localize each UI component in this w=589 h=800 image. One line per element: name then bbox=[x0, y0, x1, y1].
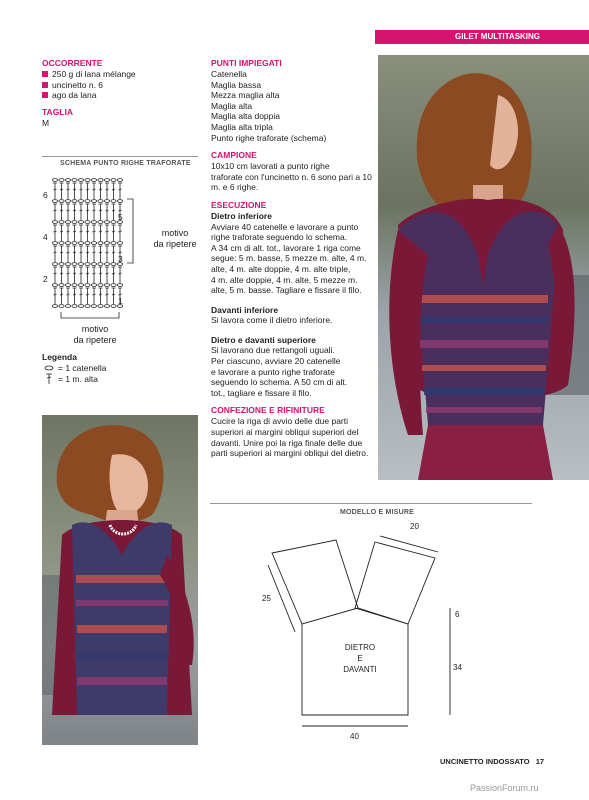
row-num: 3 bbox=[118, 254, 123, 264]
chain-stitch bbox=[85, 179, 90, 182]
double-crochet-stitch bbox=[79, 225, 83, 241]
instr-line: segue: 5 m. basse, 5 mezze m. alte, 4 m. bbox=[211, 253, 367, 264]
row-num: 6 bbox=[43, 190, 48, 200]
double-crochet-stitch bbox=[73, 204, 77, 220]
double-crochet-stitch bbox=[79, 183, 83, 199]
double-crochet-stitch bbox=[73, 267, 77, 283]
chain-stitch bbox=[104, 305, 109, 308]
chain-stitch bbox=[98, 221, 103, 224]
legend-title: Legenda bbox=[42, 352, 77, 362]
chain-stitch bbox=[91, 263, 96, 266]
chain-stitch bbox=[65, 263, 70, 266]
double-crochet-stitch bbox=[118, 183, 122, 199]
double-crochet-stitch bbox=[86, 204, 90, 220]
instr-line: davanti. Unire poi la riga finale delle due bbox=[211, 437, 363, 448]
double-crochet-stitch bbox=[99, 246, 103, 262]
photo-front-view bbox=[42, 415, 198, 745]
section-tab: GILET MULTITASKING bbox=[375, 30, 589, 44]
double-crochet-stitch bbox=[86, 225, 90, 241]
page-number: 17 bbox=[535, 757, 545, 766]
gauge-line: m. e 6 righe. bbox=[211, 182, 259, 193]
instr-line: superiori ai margini obliqui superiori del bbox=[211, 427, 359, 438]
chain-stitch bbox=[72, 242, 77, 245]
instr-line: parti superiori ai margini obliqui del dietro. bbox=[211, 448, 369, 459]
chain-stitch bbox=[98, 305, 103, 308]
chain-stitch bbox=[65, 305, 70, 308]
double-crochet-icon bbox=[42, 373, 56, 385]
chain-stitch bbox=[78, 179, 83, 182]
chain-stitch bbox=[59, 221, 64, 224]
instr-line: Si lavora come il dietro inferiore. bbox=[211, 315, 333, 326]
row-num: 2 bbox=[43, 274, 48, 284]
schema-title: SCHEMA PUNTO RIGHE TRAFORATE bbox=[60, 160, 191, 167]
row-num: 4 bbox=[43, 232, 48, 242]
double-crochet-stitch bbox=[73, 288, 77, 304]
dim-bottom: 40 bbox=[350, 732, 359, 741]
chain-stitch bbox=[65, 221, 70, 224]
chain-stitch bbox=[85, 221, 90, 224]
footer bbox=[440, 757, 544, 766]
chain-stitch bbox=[117, 284, 122, 287]
chain-stitch-icon bbox=[42, 364, 56, 372]
chain-stitch bbox=[78, 200, 83, 203]
chain-stitch bbox=[72, 179, 77, 182]
double-crochet-stitch bbox=[92, 204, 96, 220]
chain-stitch bbox=[91, 221, 96, 224]
materials-item: ago da lana bbox=[42, 90, 202, 101]
double-crochet-stitch bbox=[60, 246, 64, 262]
instr-line: Per ciascuno, avviare 20 catenelle bbox=[211, 356, 341, 367]
chain-stitch bbox=[111, 305, 116, 308]
bullet-square-icon bbox=[42, 92, 48, 98]
schematic-diagram bbox=[250, 520, 490, 745]
gauge-line: traforate con l'uncinetto n. 6 sono pari a 10 bbox=[211, 171, 372, 182]
instr-line: tot., tagliare e fissare il filo. bbox=[211, 387, 312, 398]
execution-title: ESECUZIONE bbox=[211, 199, 267, 210]
double-crochet-stitch bbox=[99, 225, 103, 241]
gauge-line: 10x10 cm lavorati a punto righe bbox=[211, 161, 330, 172]
double-crochet-stitch bbox=[92, 246, 96, 262]
instr-line: Si lavorano due rettangoli uguali. bbox=[211, 345, 335, 356]
instr-line: righe traforate seguendo lo schema. bbox=[211, 232, 348, 243]
double-crochet-stitch bbox=[86, 267, 90, 283]
chain-stitch bbox=[111, 263, 116, 266]
double-crochet-stitch bbox=[112, 288, 116, 304]
chain-stitch bbox=[59, 263, 64, 266]
instr-line: Avviare 40 catenelle e lavorare a punto bbox=[211, 221, 359, 232]
magazine-name: UNCINETTO INDOSSATO bbox=[440, 757, 530, 766]
legend bbox=[42, 352, 192, 385]
bracket-right bbox=[125, 198, 137, 264]
finishing-title: CONFEZIONE E RIFINITURE bbox=[211, 405, 325, 416]
double-crochet-stitch bbox=[105, 183, 109, 199]
chain-stitch bbox=[117, 179, 122, 182]
materials-title: OCCORRENTE bbox=[42, 58, 103, 68]
double-crochet-stitch bbox=[99, 267, 103, 283]
double-crochet-stitch bbox=[118, 225, 122, 241]
chain-stitch bbox=[85, 242, 90, 245]
piece-label: DIETRO E DAVANTI bbox=[343, 643, 377, 674]
instr-line: Cucire la riga di avvio delle due parti bbox=[211, 416, 349, 427]
double-crochet-stitch bbox=[112, 267, 116, 283]
instr-line: 4 m. alte doppie, 4 m. alte, 5 mezze m. bbox=[211, 274, 358, 285]
double-crochet-stitch bbox=[60, 204, 64, 220]
chain-stitch bbox=[104, 221, 109, 224]
chain-stitch bbox=[91, 200, 96, 203]
double-crochet-stitch bbox=[105, 288, 109, 304]
photo-back-view bbox=[378, 55, 589, 480]
chain-stitch bbox=[117, 242, 122, 245]
instructions-column bbox=[211, 58, 376, 459]
chain-stitch bbox=[91, 242, 96, 245]
bullet-square-icon bbox=[42, 82, 48, 88]
stitch-item: Maglia alta doppia bbox=[211, 111, 280, 122]
motivo-bottom: motivo da ripetere bbox=[73, 324, 117, 345]
double-crochet-stitch bbox=[92, 183, 96, 199]
chain-stitch bbox=[91, 305, 96, 308]
double-crochet-stitch bbox=[53, 183, 57, 199]
double-crochet-stitch bbox=[73, 225, 77, 241]
chain-stitch bbox=[111, 221, 116, 224]
double-crochet-stitch bbox=[105, 225, 109, 241]
double-crochet-stitch bbox=[79, 288, 83, 304]
chain-stitch bbox=[91, 179, 96, 182]
double-crochet-stitch bbox=[60, 288, 64, 304]
chain-stitch bbox=[65, 284, 70, 287]
legend-item: = 1 catenella bbox=[42, 363, 192, 374]
dim-small: 6 bbox=[455, 610, 460, 619]
chain-stitch bbox=[78, 221, 83, 224]
stitches-title: PUNTI IMPIEGATI bbox=[211, 58, 282, 68]
stitch-item: Maglia bassa bbox=[211, 79, 262, 90]
measurements-title: MODELLO E MISURE bbox=[340, 509, 414, 516]
double-crochet-stitch bbox=[66, 204, 70, 220]
double-crochet-stitch bbox=[105, 204, 109, 220]
chain-stitch bbox=[111, 179, 116, 182]
chain-stitch bbox=[72, 263, 77, 266]
chain-stitch bbox=[85, 200, 90, 203]
double-crochet-stitch bbox=[112, 204, 116, 220]
double-crochet-stitch bbox=[99, 204, 103, 220]
double-crochet-stitch bbox=[86, 288, 90, 304]
instr-line: A 34 cm di alt. tot., lavorare 1 riga come bbox=[211, 242, 361, 253]
bracket-bottom bbox=[60, 310, 120, 322]
row-num: 5 bbox=[118, 212, 123, 222]
double-crochet-stitch bbox=[92, 288, 96, 304]
chain-stitch bbox=[78, 263, 83, 266]
chain-stitch bbox=[117, 200, 122, 203]
double-crochet-stitch bbox=[79, 267, 83, 283]
double-crochet-stitch bbox=[53, 246, 57, 262]
double-crochet-stitch bbox=[86, 246, 90, 262]
chain-stitch bbox=[72, 200, 77, 203]
stitch-item: Punto righe traforate (schema) bbox=[211, 132, 327, 143]
size-title: TAGLIA bbox=[42, 106, 74, 117]
chain-stitch bbox=[111, 242, 116, 245]
double-crochet-stitch bbox=[112, 225, 116, 241]
back-lower-title: Dietro inferiore bbox=[211, 210, 272, 221]
instr-line: e lavorare a punto righe traforate bbox=[211, 366, 335, 377]
chain-stitch bbox=[65, 200, 70, 203]
double-crochet-stitch bbox=[53, 225, 57, 241]
chain-stitch bbox=[98, 179, 103, 182]
chain-stitch bbox=[104, 200, 109, 203]
motivo-right: motivo da ripetere bbox=[153, 228, 197, 249]
materials-item: 250 g di lana mélange bbox=[42, 69, 202, 80]
double-crochet-stitch bbox=[105, 246, 109, 262]
instr-line: alte, 5 m. basse. Tagliare e fissare il filo. bbox=[211, 285, 362, 296]
double-crochet-stitch bbox=[73, 246, 77, 262]
double-crochet-stitch bbox=[92, 225, 96, 241]
watermark: PassionForum.ru bbox=[470, 783, 539, 793]
chain-stitch bbox=[85, 263, 90, 266]
chain-stitch bbox=[52, 263, 57, 266]
stitch-item: Mezza maglia alta bbox=[211, 90, 280, 101]
double-crochet-stitch bbox=[92, 267, 96, 283]
bullet-square-icon bbox=[42, 71, 48, 77]
chain-stitch bbox=[52, 200, 57, 203]
chain-stitch bbox=[98, 242, 103, 245]
double-crochet-stitch bbox=[99, 288, 103, 304]
double-crochet-stitch bbox=[79, 246, 83, 262]
chain-stitch bbox=[52, 179, 57, 182]
chain-stitch bbox=[104, 284, 109, 287]
double-crochet-stitch bbox=[66, 246, 70, 262]
divider bbox=[42, 156, 198, 157]
chain-stitch bbox=[85, 305, 90, 308]
chain-stitch bbox=[59, 242, 64, 245]
double-crochet-stitch bbox=[53, 288, 57, 304]
chain-stitch bbox=[104, 179, 109, 182]
stitch-item: Maglia alta tripla bbox=[211, 121, 273, 132]
chain-stitch bbox=[52, 221, 57, 224]
chain-stitch bbox=[111, 284, 116, 287]
double-crochet-stitch bbox=[112, 183, 116, 199]
chain-stitch bbox=[65, 242, 70, 245]
divider bbox=[210, 503, 532, 504]
chain-stitch bbox=[91, 284, 96, 287]
double-crochet-stitch bbox=[53, 267, 57, 283]
dim-right: 34 bbox=[453, 663, 462, 672]
chain-stitch bbox=[98, 200, 103, 203]
chain-stitch bbox=[52, 284, 57, 287]
front-lower-title: Davanti inferiore bbox=[211, 304, 279, 315]
chain-stitch bbox=[78, 305, 83, 308]
chain-stitch bbox=[59, 200, 64, 203]
dim-top: 20 bbox=[410, 522, 419, 531]
materials-block bbox=[42, 58, 202, 128]
row-num: 1 bbox=[118, 296, 123, 306]
double-crochet-stitch bbox=[60, 267, 64, 283]
materials-item: uncinetto n. 6 bbox=[42, 80, 202, 91]
gauge-title: CAMPIONE bbox=[211, 150, 257, 161]
chain-stitch bbox=[72, 221, 77, 224]
chain-stitch bbox=[59, 179, 64, 182]
double-crochet-stitch bbox=[66, 225, 70, 241]
size-value: M bbox=[42, 117, 50, 128]
double-crochet-stitch bbox=[53, 204, 57, 220]
double-crochet-stitch bbox=[73, 183, 77, 199]
double-crochet-stitch bbox=[79, 204, 83, 220]
chain-stitch bbox=[98, 284, 103, 287]
chain-stitch bbox=[52, 305, 57, 308]
chain-stitch bbox=[59, 305, 64, 308]
stitch-item: Maglia alta bbox=[211, 100, 253, 111]
double-crochet-stitch bbox=[60, 183, 64, 199]
double-crochet-stitch bbox=[99, 183, 103, 199]
chain-stitch bbox=[59, 284, 64, 287]
chain-stitch bbox=[52, 242, 57, 245]
double-crochet-stitch bbox=[66, 267, 70, 283]
legend-item: = 1 m. alta bbox=[42, 373, 192, 385]
instr-line: alte, 4 m. alte doppie, 4 m. alte triple, bbox=[211, 263, 351, 274]
dim-side: 25 bbox=[262, 594, 271, 603]
chain-stitch bbox=[65, 179, 70, 182]
double-crochet-stitch bbox=[66, 288, 70, 304]
double-crochet-stitch bbox=[112, 246, 116, 262]
stitch-item: Catenella bbox=[211, 69, 247, 79]
chain-stitch bbox=[104, 263, 109, 266]
double-crochet-stitch bbox=[105, 267, 109, 283]
chain-stitch bbox=[111, 200, 116, 203]
chain-stitch bbox=[98, 263, 103, 266]
chain-stitch bbox=[72, 284, 77, 287]
upper-title: Dietro e davanti superiore bbox=[211, 334, 316, 345]
double-crochet-stitch bbox=[86, 183, 90, 199]
double-crochet-stitch bbox=[66, 183, 70, 199]
double-crochet-stitch bbox=[60, 225, 64, 241]
double-crochet-stitch bbox=[118, 267, 122, 283]
chain-stitch bbox=[85, 284, 90, 287]
chain-stitch bbox=[72, 305, 77, 308]
chain-stitch bbox=[78, 284, 83, 287]
chain-stitch bbox=[104, 242, 109, 245]
chain-stitch bbox=[78, 242, 83, 245]
instr-line: seguendo lo schema. A 50 cm di alt. bbox=[211, 377, 348, 388]
